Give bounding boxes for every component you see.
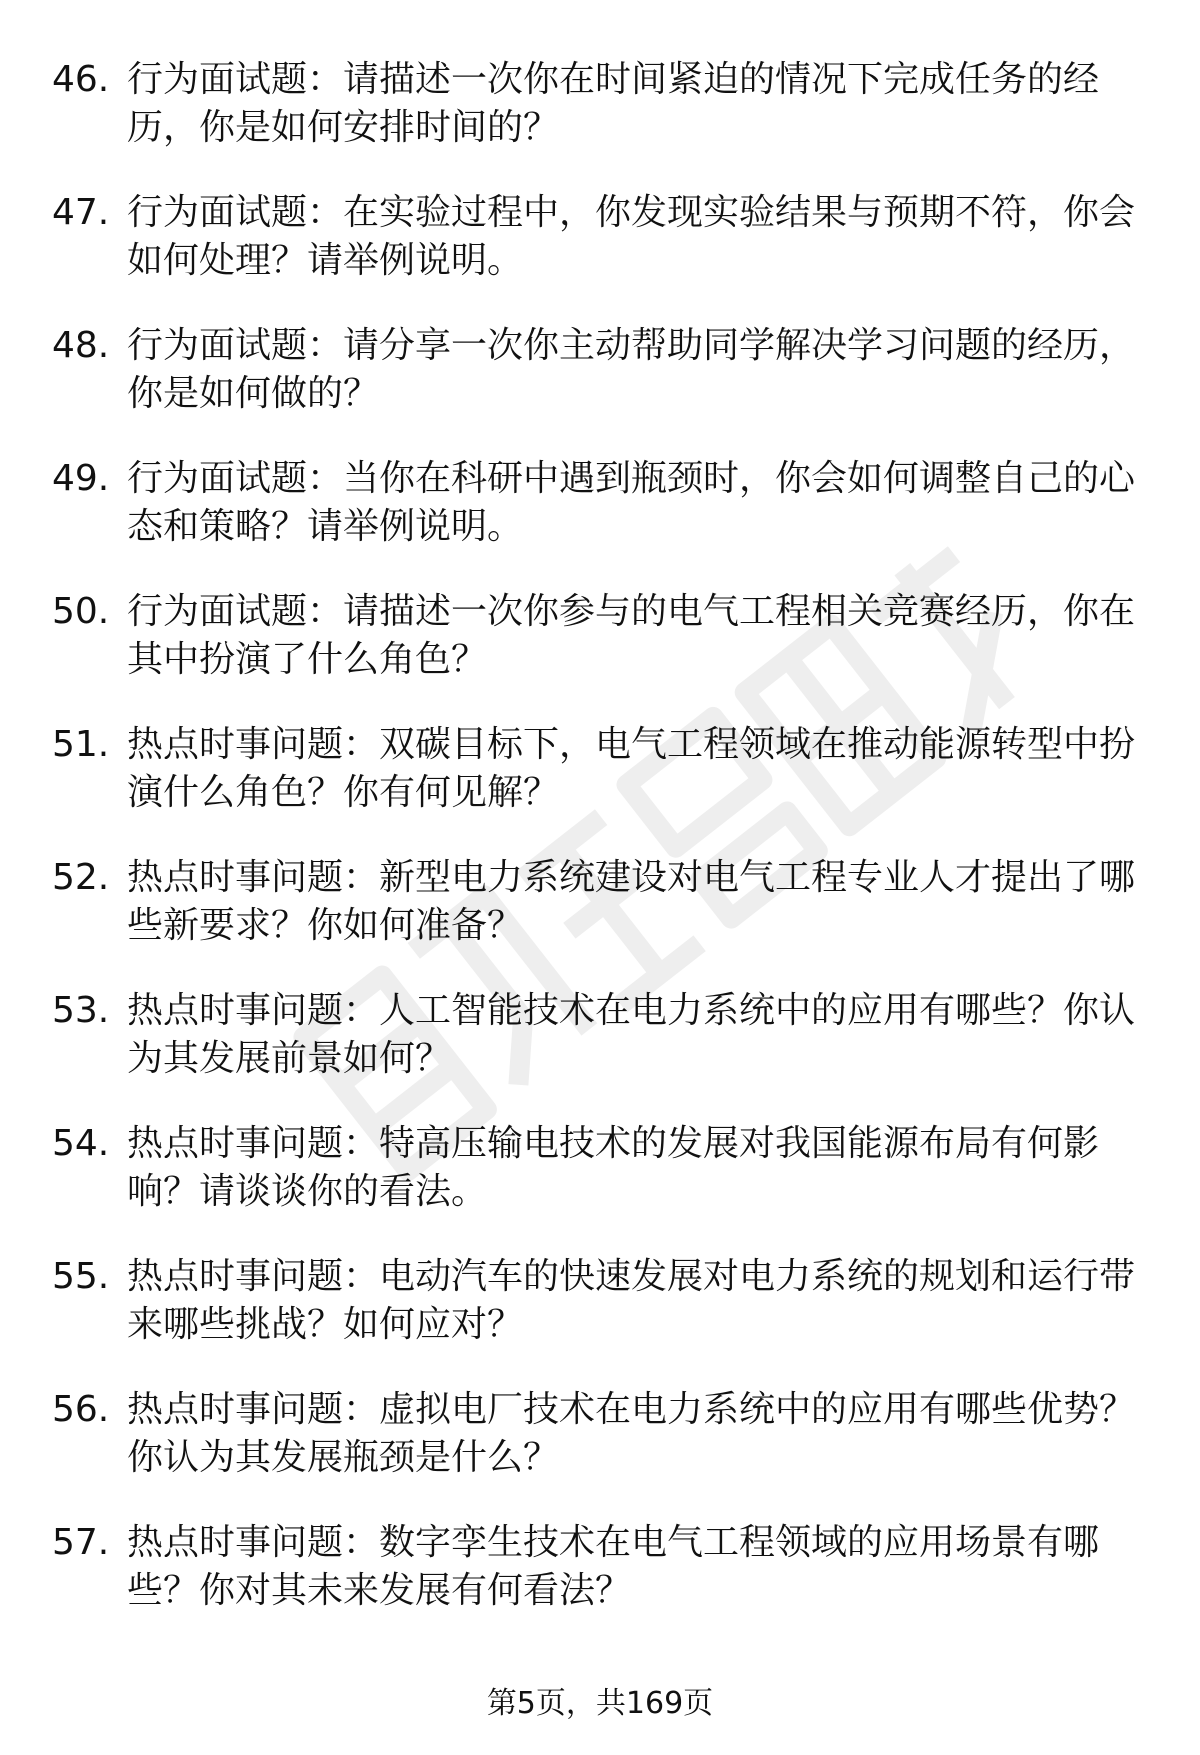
question-text: 行为面试题：请描述一次你参与的电气工程相关竞赛经历，你在 其中扮演了什么角色？ — [127, 591, 1136, 680]
question-text: 热点时事问题：特高压输电技术的发展对我国能源布局有何影 响？请谈谈你的看法。 — [127, 1123, 1100, 1212]
question-number: 48. — [52, 325, 110, 366]
question-text: 行为面试题：请分享一次你主动帮助同学解决学习问题的经历， 你是如何做的？ — [127, 325, 1136, 414]
page-number-label: 第5页，共169页 — [486, 1686, 714, 1721]
question-text: 热点时事问题：人工智能技术在电力系统中的应用有哪些？你认 为其发展前景如何？ — [127, 990, 1136, 1079]
question-number: 50. — [52, 591, 110, 632]
question-number: 57. — [52, 1522, 110, 1563]
list-item — [0, 455, 1200, 588]
list-item — [0, 721, 1200, 854]
list-item — [0, 189, 1200, 322]
question-text: 热点时事问题：虚拟电厂技术在电力系统中的应用有哪些优势？ 你认为其发展瓶颈是什么？ — [127, 1389, 1136, 1478]
page-footer — [0, 1684, 1200, 1724]
question-number: 49. — [52, 458, 110, 499]
question-number: 55. — [52, 1256, 110, 1297]
question-number: 51. — [52, 724, 110, 765]
question-text: 热点时事问题：电动汽车的快速发展对电力系统的规划和运行带 来哪些挑战？如何应对？ — [127, 1256, 1136, 1345]
question-text: 热点时事问题：双碳目标下，电气工程领域在推动能源转型中扮 演什么角色？你有何见解？ — [127, 724, 1136, 813]
list-item — [0, 1120, 1200, 1253]
question-number: 54. — [52, 1123, 110, 1164]
list-item — [0, 1386, 1200, 1519]
question-list — [0, 56, 1200, 1652]
question-text: 行为面试题：在实验过程中，你发现实验结果与预期不符，你会 如何处理？请举例说明。 — [127, 192, 1136, 281]
question-number: 52. — [52, 857, 110, 898]
list-item — [0, 588, 1200, 721]
question-number: 53. — [52, 990, 110, 1031]
question-text: 行为面试题：请描述一次你在时间紧迫的情况下完成任务的经 历，你是如何安排时间的？ — [127, 59, 1100, 148]
list-item — [0, 56, 1200, 189]
list-item — [0, 854, 1200, 987]
question-text: 热点时事问题：新型电力系统建设对电气工程专业人才提出了哪 些新要求？你如何准备？ — [127, 857, 1136, 946]
question-text: 热点时事问题：数字孪生技术在电气工程领域的应用场景有哪 些？你对其未来发展有何看法？ — [127, 1522, 1100, 1611]
list-item — [0, 1253, 1200, 1386]
list-item — [0, 987, 1200, 1120]
question-number: 56. — [52, 1389, 110, 1430]
question-number: 47. — [52, 192, 110, 233]
question-number: 46. — [52, 59, 110, 100]
question-text: 行为面试题：当你在科研中遇到瓶颈时，你会如何调整自己的心 态和策略？请举例说明。 — [127, 458, 1136, 547]
list-item — [0, 322, 1200, 455]
list-item — [0, 1519, 1200, 1652]
